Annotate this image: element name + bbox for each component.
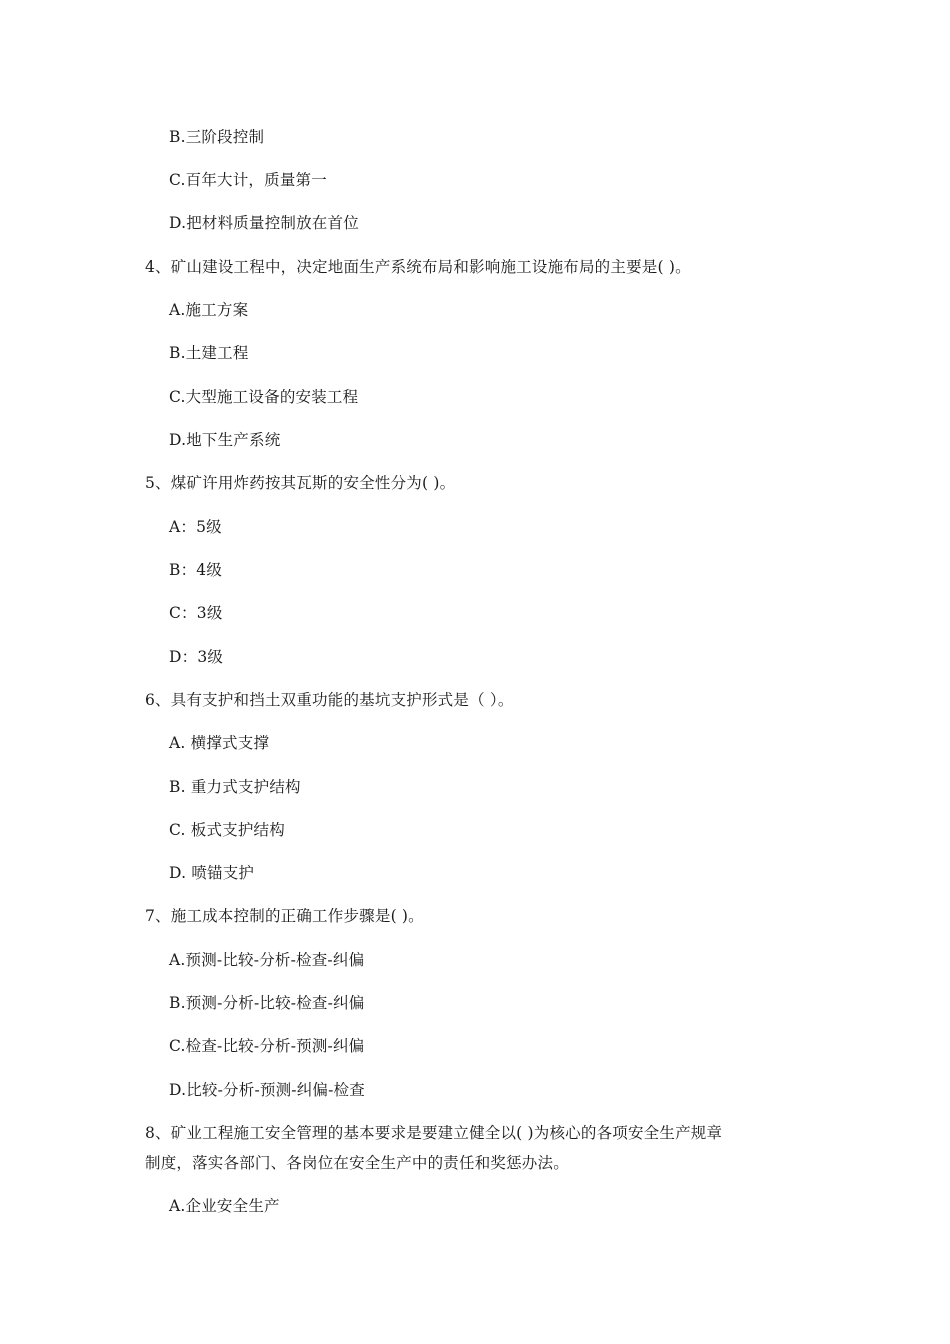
q6-option-d: D. 喷锚支护 xyxy=(169,864,255,882)
q3-option-c: C.百年大计，质量第一 xyxy=(169,171,327,189)
q6-stem: 6、具有支护和挡土双重功能的基坑支护形式是（ ）。 xyxy=(145,691,514,709)
q7-stem: 7、施工成本控制的正确工作步骤是( )。 xyxy=(145,907,424,925)
q4-option-c: C.大型施工设备的安装工程 xyxy=(169,388,359,406)
q6-option-c: C. 板式支护结构 xyxy=(169,821,285,839)
q4-option-d: D.地下生产系统 xyxy=(169,431,281,449)
q5-stem: 5、煤矿许用炸药按其瓦斯的安全性分为( )。 xyxy=(145,474,456,492)
q4-stem: 4、矿山建设工程中，决定地面生产系统布局和影响施工设施布局的主要是( )。 xyxy=(145,258,691,276)
q7-option-c: C.检查-比较-分析-预测-纠偏 xyxy=(169,1037,365,1055)
q6-option-b: B. 重力式支护结构 xyxy=(169,778,301,796)
q8-stem-line1: 8、矿业工程施工安全管理的基本要求是要建立健全以( )为核心的各项安全生产规章 xyxy=(145,1124,723,1142)
q5-option-a: A：5级 xyxy=(169,518,222,536)
q5-option-c: C：3级 xyxy=(169,604,223,622)
q4-option-b: B.土建工程 xyxy=(169,344,249,362)
q6-option-a: A. 横撑式支撑 xyxy=(169,734,270,752)
q8-option-a: A.企业安全生产 xyxy=(169,1197,280,1215)
q3-option-b: B.三阶段控制 xyxy=(169,128,265,146)
q3-option-d: D.把材料质量控制放在首位 xyxy=(169,214,359,232)
q7-option-d: D.比较-分析-预测-纠偏-检查 xyxy=(169,1081,365,1099)
q7-option-a: A.预测-比较-分析-检查-纠偏 xyxy=(169,951,365,969)
q7-option-b: B.预测-分析-比较-检查-纠偏 xyxy=(169,994,365,1012)
q5-option-b: B：4级 xyxy=(169,561,223,579)
q5-option-d: D：3级 xyxy=(169,648,224,666)
q8-stem-line2: 制度，落实各部门、各岗位在安全生产中的责任和奖惩办法。 xyxy=(145,1154,569,1172)
q4-option-a: A.施工方案 xyxy=(169,301,249,319)
